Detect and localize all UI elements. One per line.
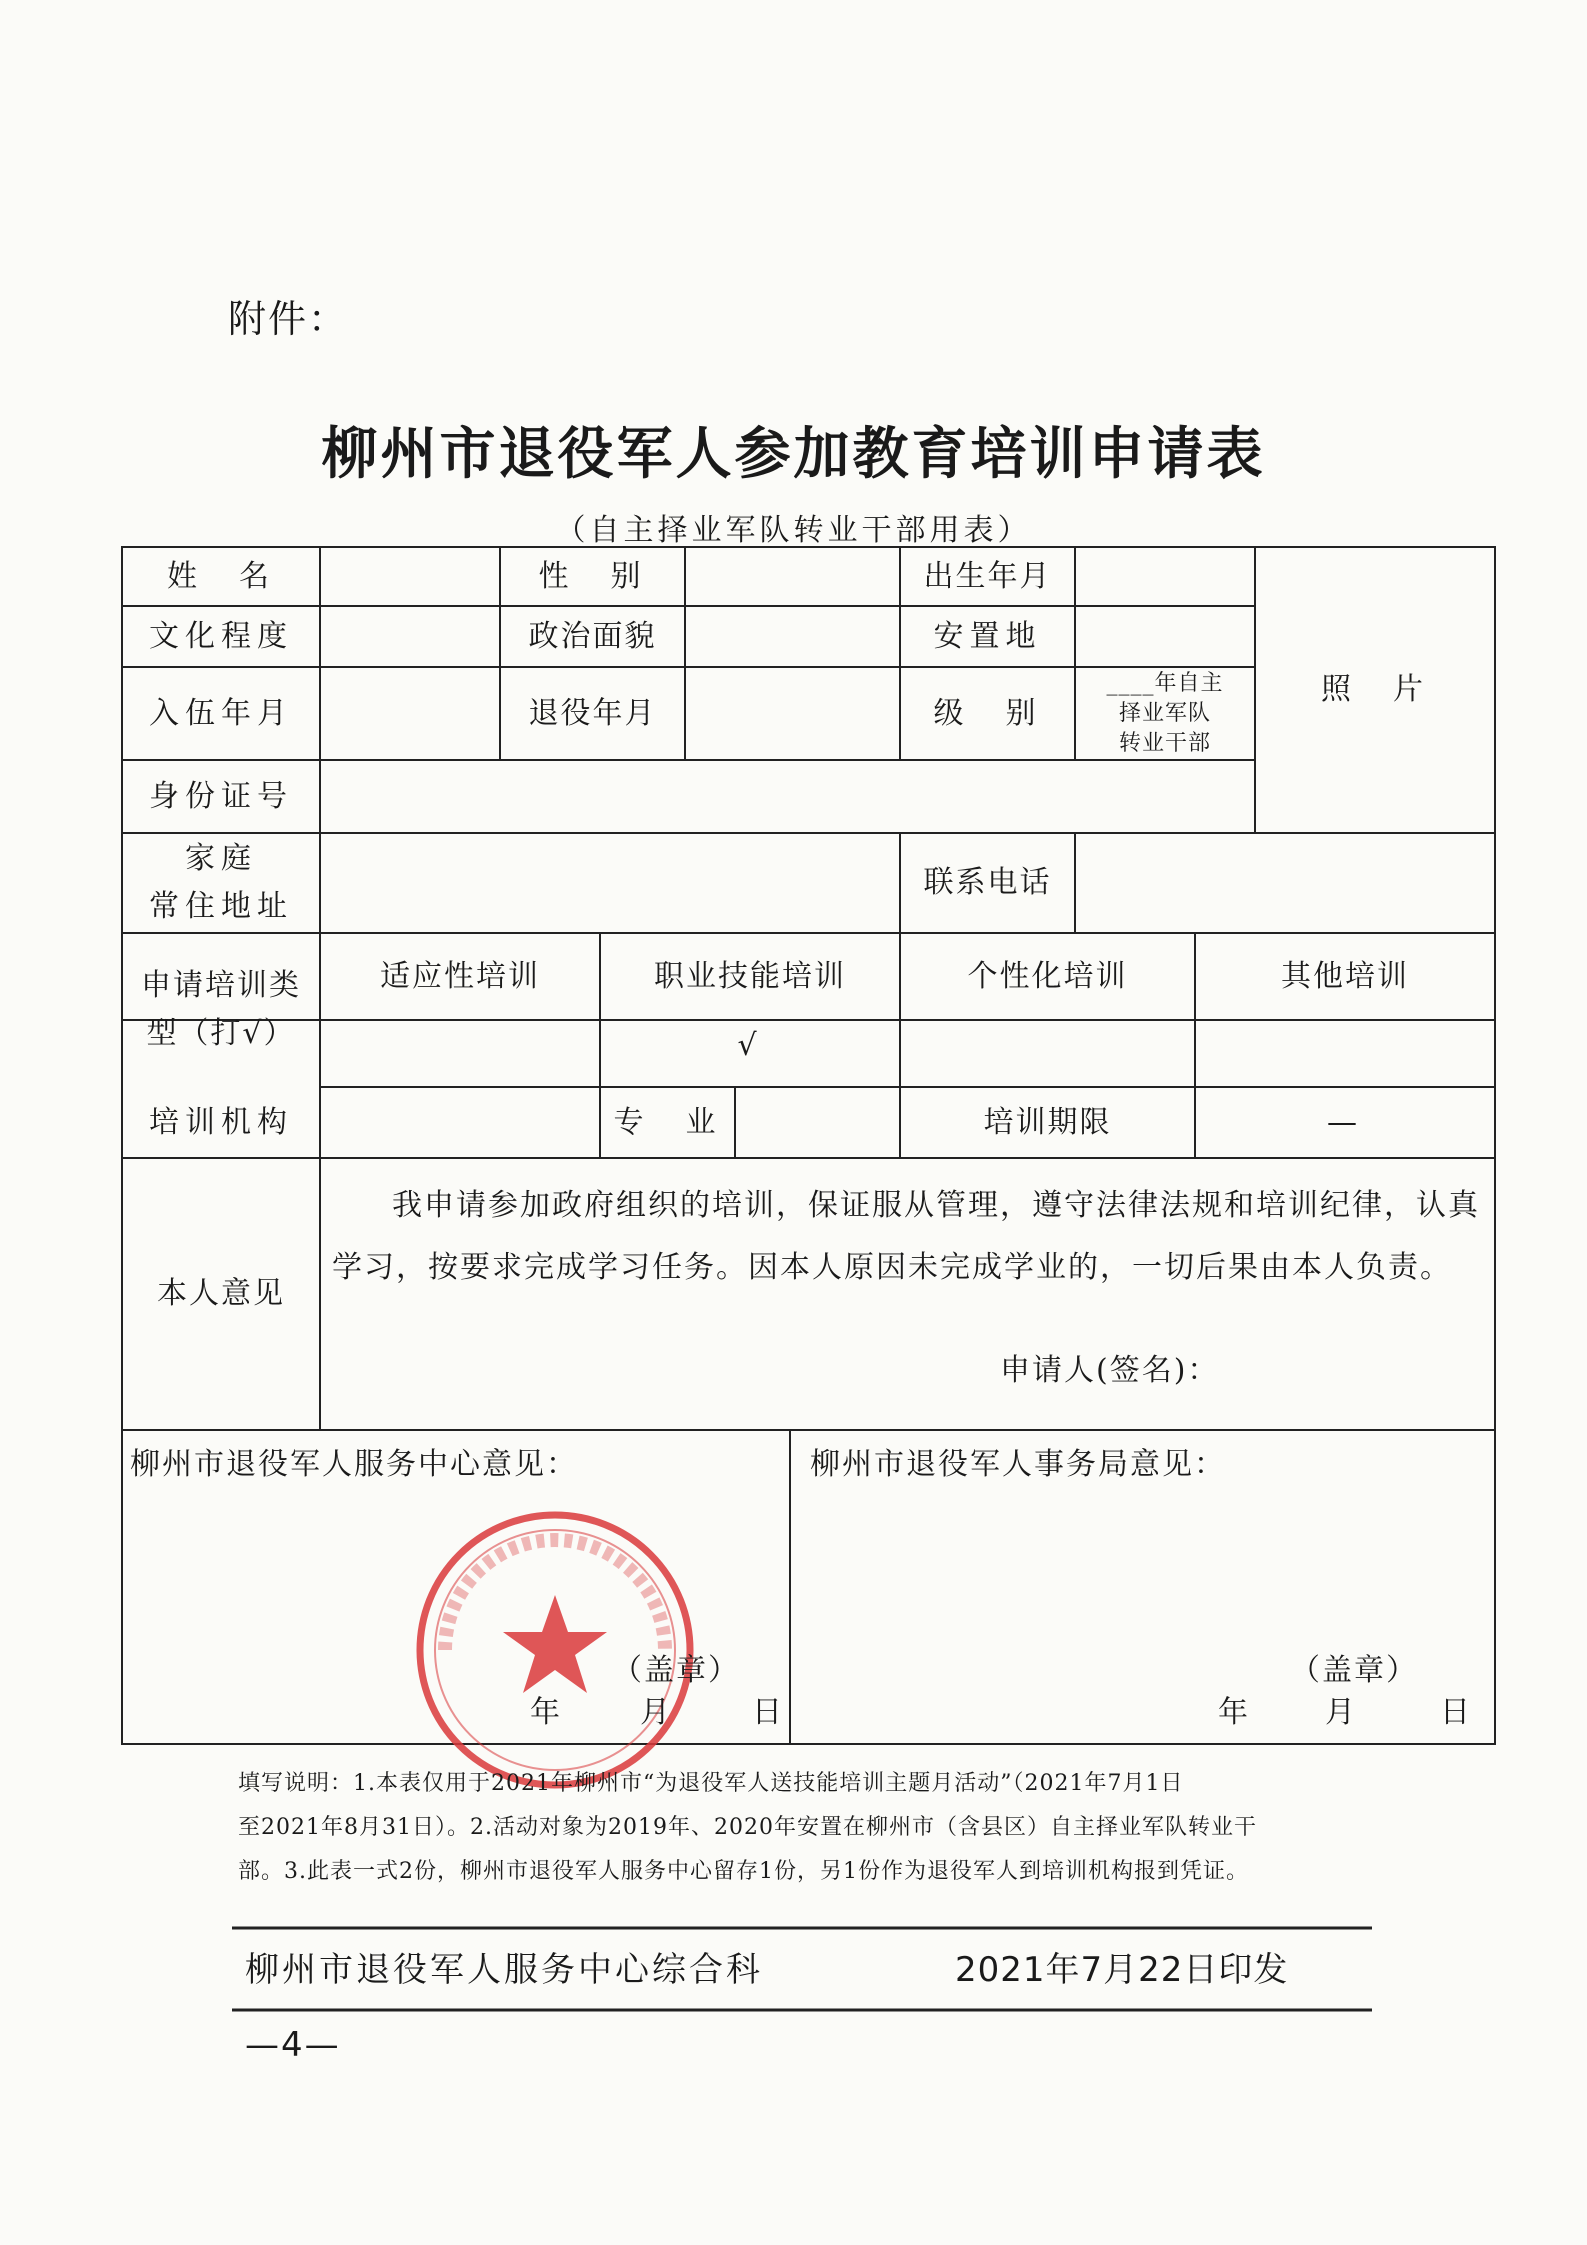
page-subtitle: （自主择业军队转业干部用表）	[555, 513, 1032, 548]
major-label: 专 业	[613, 1104, 722, 1140]
issuer: 柳州市退役军人服务中心综合科	[245, 1950, 763, 1990]
page-title: 柳州市退役军人参加教育培训申请表	[321, 422, 1266, 487]
rank-value	[1075, 667, 1255, 760]
option-personal: 个性化培训	[967, 958, 1128, 994]
placement-field[interactable]	[1075, 606, 1255, 667]
enlist-field[interactable]	[320, 667, 500, 760]
center-date-year: 年	[530, 1695, 562, 1730]
political-label: 政治面貌	[528, 618, 657, 654]
institution-field[interactable]	[320, 1087, 600, 1158]
page-number: —4—	[245, 2025, 341, 2065]
center-date-day: 日	[752, 1695, 784, 1730]
name-label: 姓 名	[167, 558, 275, 594]
option-vocational: 职业技能培训	[654, 958, 846, 994]
checkbox-vocational[interactable]	[600, 1020, 900, 1087]
id-label: 身份证号	[149, 778, 293, 814]
phone-label: 联系电话	[923, 865, 1052, 900]
enlist-label: 入伍年月	[149, 695, 293, 731]
address-label	[122, 833, 320, 933]
address-label-line-1: 家庭	[185, 841, 257, 876]
issue-date: 2021年7月22日印发	[955, 1950, 1289, 1990]
bureau-date-year: 年	[1218, 1695, 1250, 1730]
option-other: 其他培训	[1281, 958, 1409, 994]
birth-label: 出生年月	[923, 558, 1052, 594]
institution-label: 培训机构	[149, 1104, 293, 1140]
check-mark: √	[737, 1028, 763, 1063]
bureau-seal-label: （盖章）	[1290, 1653, 1418, 1688]
education-field[interactable]	[320, 606, 500, 667]
retire-field[interactable]	[685, 667, 900, 760]
retire-label: 退役年月	[528, 695, 657, 731]
education-label: 文化程度	[149, 618, 293, 654]
phone-field[interactable]	[1075, 833, 1495, 933]
center-date-month: 月	[640, 1695, 672, 1730]
bureau-opinion-label: 柳州市退役军人事务局意见：	[810, 1447, 1226, 1482]
attachment-label: 附件：	[228, 297, 349, 341]
center-seal-label: （盖章）	[612, 1653, 740, 1688]
fill-instructions-line-2: 至2021年8月31日）。2.活动对象为2019年、2020年安置在柳州市（含县区）自主择业军队转业干	[238, 1815, 1257, 1840]
gender-label: 性 别	[538, 558, 647, 594]
placement-label: 安置地	[933, 618, 1042, 654]
opinion-text-line-1: 我申请参加政府组织的培训，保证服从管理，遵守法律法规和培训纪律，认真	[392, 1188, 1480, 1223]
checkbox-personal[interactable]	[900, 1020, 1195, 1087]
bureau-date-day: 日	[1440, 1695, 1472, 1730]
fill-instructions	[238, 1762, 1398, 1894]
opinion-label: 本人意见	[157, 1276, 285, 1311]
major-field[interactable]	[735, 1087, 900, 1158]
birth-field[interactable]	[1075, 547, 1255, 606]
center-opinion-label: 柳州市退役军人服务中心意见：	[130, 1447, 578, 1482]
period-value[interactable]: —	[1327, 1104, 1363, 1140]
checkbox-adaptive[interactable]	[320, 1020, 600, 1087]
address-field[interactable]	[320, 833, 900, 933]
opinion-text-line-2: 学习，按要求完成学习任务。因本人原因未完成学业的，一切后果由本人负责。	[332, 1250, 1452, 1285]
photo-box[interactable]: 照 片	[1321, 672, 1429, 707]
rank-label: 级 别	[933, 695, 1042, 731]
training-type-label-line-1: 申请培训类	[141, 968, 301, 1003]
rank-value-line-2: 择业军队	[1118, 700, 1211, 726]
period-label: 培训期限	[983, 1104, 1112, 1140]
id-field[interactable]	[320, 760, 1255, 833]
checkbox-other[interactable]	[1195, 1020, 1495, 1087]
gender-field[interactable]	[685, 547, 900, 606]
bureau-date-month: 月	[1325, 1695, 1357, 1730]
fill-instructions-line-1: 填写说明：1.本表仅用于2021年柳州市“为退役军人送技能培训主题月活动”（2021年7月1日	[238, 1771, 1184, 1796]
name-field[interactable]	[320, 547, 500, 606]
rank-value-line-1: ____年自主	[1106, 670, 1224, 696]
political-field[interactable]	[685, 606, 900, 667]
applicant-signature-label: 申请人(签名)：	[1000, 1353, 1220, 1388]
training-type-label	[122, 933, 320, 1087]
rank-value-line-3: 转业干部	[1118, 730, 1211, 756]
address-label-line-2: 常住地址	[149, 889, 293, 924]
option-adaptive: 适应性培训	[380, 958, 540, 994]
fill-instructions-line-3: 部。3.此表一式2份，柳州市退役军人服务中心留存1份，另1份作为退役军人到培训机构报到凭证。	[238, 1859, 1249, 1884]
training-type-label-line-2: 型（打√）	[146, 1016, 296, 1051]
